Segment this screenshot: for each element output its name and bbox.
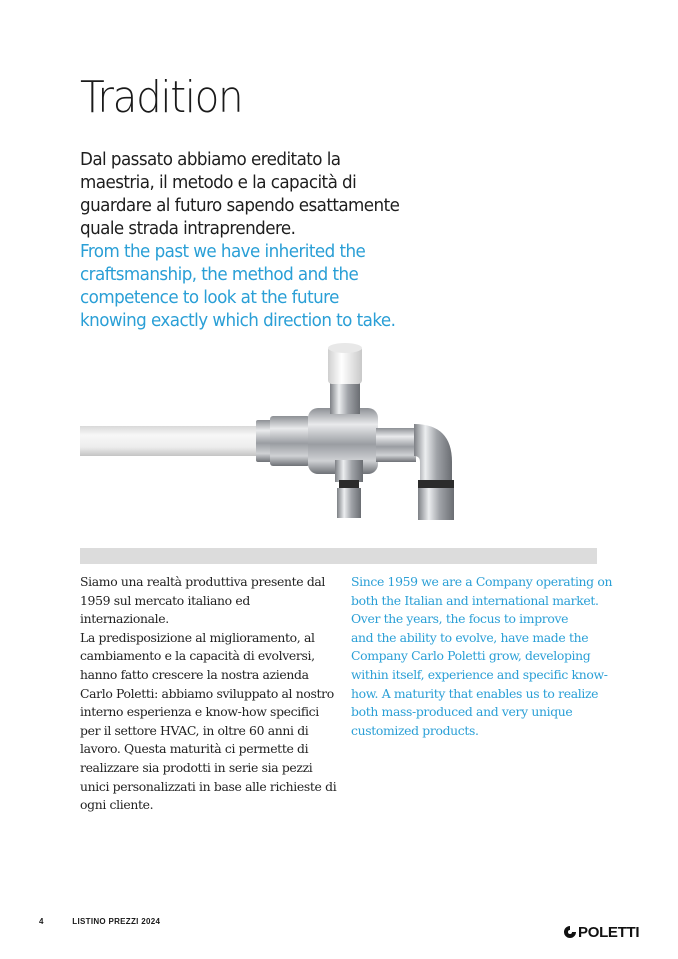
section-divider-bar [80, 548, 597, 564]
poletti-logo-text: POLETTI [578, 923, 640, 941]
body-italian: Siamo una realtà produttiva presente dal 1959 sul mercato italiano ed internazionale. La predisposizione al miglioramento, al cambiamento e la capacità di evolversi, hanno fatto crescere la nostra azienda Carlo Poletti: abbiamo sviluppato al nostro interno esperienza e know-how specifici per il settore HVAC, in oltre 60 anni di lavoro. Questa maturità ci permette di realizzare sia prodotti in serie sia pezzi unici personalizzati in base alle richieste di ogni cliente. [80, 574, 337, 813]
poletti-logo [563, 924, 639, 940]
body-english: Since 1959 we are a Company operating on both the Italian and international market. Over the years, the focus to improve and the ability to evolve, have made the Company Carlo Poletti grow, developing within itself, experience and specific know- how. A maturity that enables us to realize both mass-produced and very unique customized products. [351, 574, 613, 738]
footer [39, 917, 186, 926]
valve-product-image [80, 340, 500, 530]
intro-block [80, 148, 500, 332]
catalog-label: LISTINO PREZZI 2024 [72, 917, 161, 926]
poletti-logo-mark-icon [563, 925, 577, 939]
page-number: 4 [39, 917, 44, 926]
intro-italian: Dal passato abbiamo ereditato la maestria, il metodo e la capacità di guardare al futuro sapendo esattamente quale strada intraprendere. [80, 149, 400, 239]
page-title: Tradition [80, 72, 243, 123]
intro-english: From the past we have inherited the craftsmanship, the method and the competence to look at the future knowing exactly which direction to take. [80, 241, 396, 331]
